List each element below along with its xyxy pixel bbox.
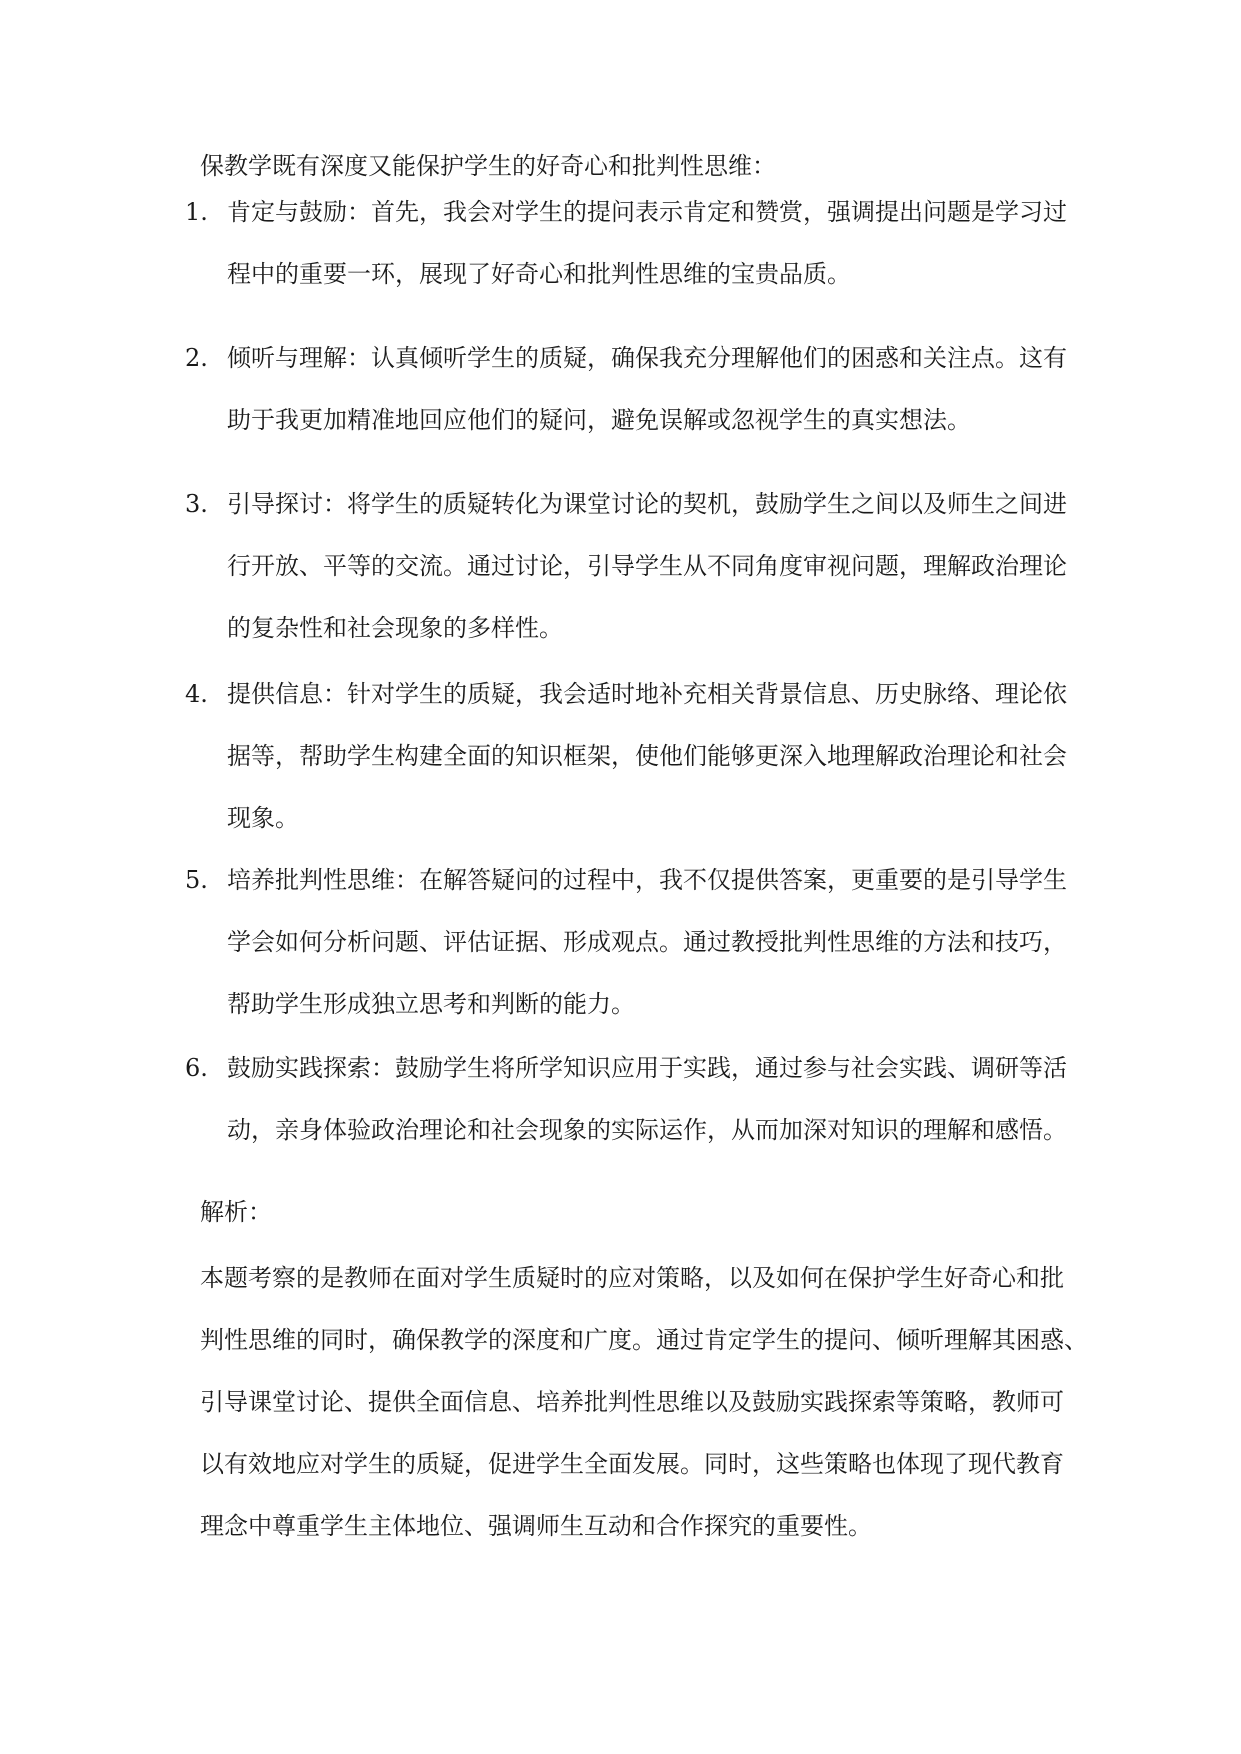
list-item-line: 引导探讨：将学生的质疑转化为课堂讨论的契机，鼓励学生之间以及师生之间进 (227, 490, 1067, 518)
list-item-line: 鼓励实践探索：鼓励学生将所学知识应用于实践，通过参与社会实践、调研等活 (227, 1054, 1067, 1082)
list-item-number: 4. (185, 680, 208, 708)
list-item-line: 肯定与鼓励：首先，我会对学生的提问表示肯定和赞赏，强调提出问题是学习过 (227, 198, 1067, 226)
analysis-line: 本题考察的是教师在面对学生质疑时的应对策略，以及如何在保护学生好奇心和批 (200, 1264, 1064, 1292)
list-item-number: 6. (185, 1054, 208, 1082)
list-item-body (227, 338, 1087, 440)
list-item-line: 现象。 (227, 804, 299, 832)
list-item-line: 助于我更加精准地回应他们的疑问，避免误解或忽视学生的真实想法。 (227, 406, 971, 434)
analysis-line: 以有效地应对学生的质疑，促进学生全面发展。同时，这些策略也体现了现代教育 (200, 1450, 1064, 1478)
list-item-number: 1. (185, 198, 208, 226)
list-item-line: 行开放、平等的交流。通过讨论，引导学生从不同角度审视问题，理解政治理论 (227, 552, 1067, 580)
list-item-line: 倾听与理解：认真倾听学生的质疑，确保我充分理解他们的困惑和关注点。这有 (227, 344, 1067, 372)
list-item-line: 学会如何分析问题、评估证据、形成观点。通过教授批判性思维的方法和技巧， (227, 928, 1067, 956)
analysis-line: 引导课堂讨论、提供全面信息、培养批判性思维以及鼓励实践探索等策略，教师可 (200, 1388, 1064, 1416)
list-item-body (227, 674, 1087, 838)
list-item-number: 3. (185, 490, 208, 518)
list-item-line: 提供信息：针对学生的质疑，我会适时地补充相关背景信息、历史脉络、理论依 (227, 680, 1067, 708)
list-item-line: 帮助学生形成独立思考和判断的能力。 (227, 990, 635, 1018)
analysis-line: 理念中尊重学生主体地位、强调师生互动和合作探究的重要性。 (200, 1512, 872, 1540)
list-item-line: 据等，帮助学生构建全面的知识框架，使他们能够更深入地理解政治理论和社会 (227, 742, 1067, 770)
list-item-number: 5. (185, 866, 208, 894)
analysis-line: 判性思维的同时，确保教学的深度和广度。通过肯定学生的提问、倾听理解其困惑、 (200, 1326, 1088, 1354)
intro-line: 保教学既有深度又能保护学生的好奇心和批判性思维： (200, 152, 776, 180)
list-item-body (227, 484, 1087, 648)
analysis-paragraph (200, 1258, 1100, 1546)
list-item-line: 培养批判性思维：在解答疑问的过程中，我不仅提供答案，更重要的是引导学生 (227, 866, 1067, 894)
analysis-heading: 解析： (200, 1198, 272, 1226)
list-item-body (227, 860, 1087, 1024)
list-item-line: 的复杂性和社会现象的多样性。 (227, 614, 563, 642)
list-item-body (227, 192, 1087, 294)
list-item-line: 程中的重要一环，展现了好奇心和批判性思维的宝贵品质。 (227, 260, 851, 288)
list-item-body (227, 1048, 1087, 1150)
list-item-line: 动，亲身体验政治理论和社会现象的实际运作，从而加深对知识的理解和感悟。 (227, 1116, 1067, 1144)
list-item-number: 2. (185, 344, 208, 372)
